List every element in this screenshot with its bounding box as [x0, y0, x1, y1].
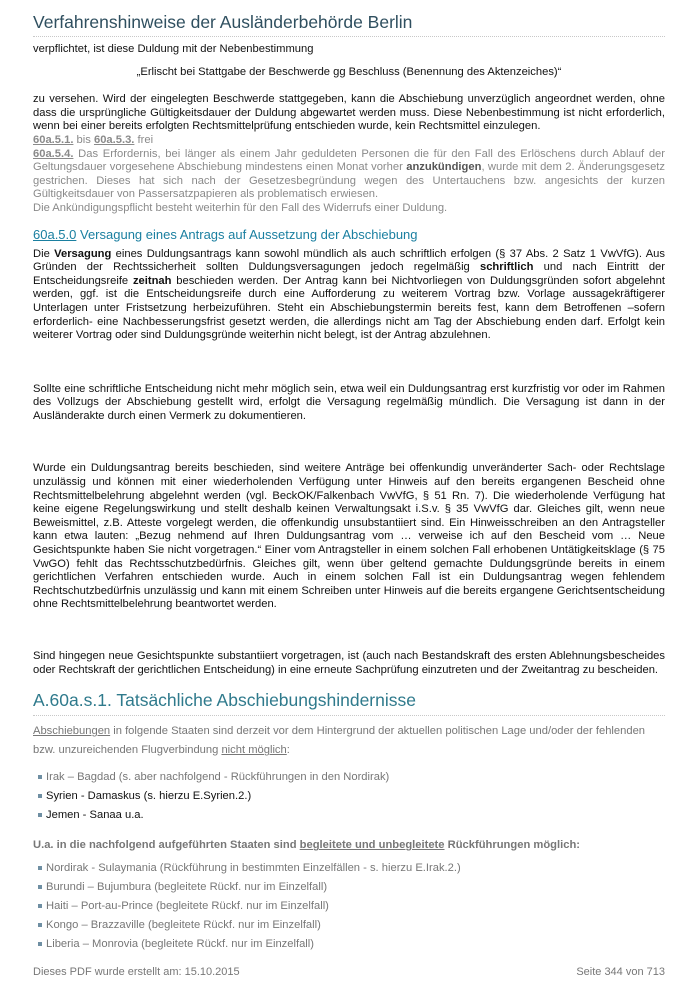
list-item-text: Irak – Bagdad (s. aber nachfolgend - Rückführungen in den Nordirak): [46, 771, 390, 784]
text-part: und nach Eintritt der Entscheidungsreife: [33, 261, 666, 287]
list-item: [33, 916, 665, 935]
quote-nebenbestimmung: „Erlischt bei Stattgabe der Beschwerde gg Beschluss (Benennung des Aktenzeiches)“: [136, 65, 562, 78]
square-bullet-icon: [38, 904, 42, 908]
list-item-text: Burundi – Bujumbura (begleitete Rückf. nur im Einzelfall): [46, 881, 328, 894]
text-part: Das Erfordernis, bei länger als einem Jahr geduldeten Personen die für den Fall des Erlöschens durch Ablauf der Geltungsdauer vorgesehene Abschiebung mindestens einen Monat vorher: [33, 147, 665, 174]
paragraph-versagung: [33, 248, 665, 343]
text-part: U.a. in die nachfolgend aufgeführten Staaten sind: [33, 839, 300, 852]
link-nicht-moeglich[interactable]: nicht möglich: [221, 744, 287, 757]
list-item-text: Jemen - Sanaa u.a.: [46, 809, 144, 822]
text-part: , wurde mit dem 2. Änderungsgesetz gestrichen. Dieses hat sich nach der Gesetzesbegründung wegen des Untertauchens bzw. angesichts der kurzen Gültigkeitsdauer von Passersatzpapieren als problematisch erwiesen.: [33, 161, 666, 201]
list-item: [33, 878, 665, 897]
text-part: eines Duldungsantrags kann sowohl mündlich als auch schriftlich erfolgen (§ 37 Abs. 2 Satz 1 VwVfG). Aus Gründen der Rechtssicherheit sollten Duldungsversagungen jedoch regelmäßig: [33, 247, 665, 274]
square-bullet-icon: [38, 775, 42, 779]
square-bullet-icon: [38, 923, 42, 927]
header-title: Verfahrenshinweise der Ausländerbehörde Berlin: [33, 12, 413, 32]
paragraph-widerruf: Die Ankündigungspflicht besteht weiterhin für den Fall des Widerrufs einer Duldung.: [33, 201, 448, 214]
text-part: Die: [33, 247, 55, 260]
paragraph-refs: [33, 134, 665, 148]
square-bullet-icon: [38, 813, 42, 817]
paragraph-abschiebungen: [33, 722, 665, 760]
section-heading-60a50: [33, 227, 665, 242]
list-item-text: Liberia – Monrovia (begleitete Rückf. nur im Einzelfall): [46, 938, 314, 951]
footer-page-number: Seite 344 von 713: [576, 966, 665, 978]
text-part: beschieden werden. Der Antrag kann bei Nichtvorliegen von Duldungsgründen sofort abgelehnt werden, ggf. ist die Entscheidungsreife durch eine Aufforderung zu weiterem Vortrag bzw. Vorlage aussagekräftigerer Unterlagen unter Fristsetzung herbeizuführen. Steht ein Abschiebungstermin bereits fest, kann dem Betroffenen –sofern erforderlich- eine Nachbesserungsfrist gesetzt werden, die allerdings nicht am Tag der Abschiebung enden darf. Erfolgt kein weiterer Vortrag oder sind Duldungsgründe weiterhin nicht belegt, ist der Antrag abzulehnen.: [33, 274, 665, 342]
text-part: :: [286, 744, 290, 757]
section-heading-a60as1: A.60a.s.1. Tatsächliche Abschiebungshindernisse: [33, 690, 665, 716]
list-item: [33, 806, 665, 825]
square-bullet-icon: [38, 885, 42, 889]
footer-created: Dieses PDF wurde erstellt am: 15.10.2015: [33, 966, 240, 978]
page-footer: [33, 966, 665, 978]
list-item: [33, 787, 665, 806]
paragraph-wiederholend: Wurde ein Duldungsantrag bereits beschieden, sind weitere Anträge bei offenkundig unveränderter Sach- oder Rechtslage unzulässig und können mit einer wiederholenden Verfügung unter Hinweis auf den bereits ergangenen Bescheid ohne Rechtsmittelbelehrung abgelehnt werden (vgl. BeckOK/Falkenbach VwVfG, § 51 Rn. 7). Die wiederholende Verfügung hat keine eigene Regelungswirkung und stellt deshalb keinen Verwaltungsakt i.S.v. § 35 VwVfG dar. Gleiches gilt, wenn neue Beweismittel, z.B. Atteste vorgelegt werden, die offenkundig unsubstantiiert sind. Ein Hinweisschreiben an den Antragsteller kann etwa lauten: „Bezug nehmend auf Ihren Duldungsantrag vom … verweise ich auf den Bescheid vom … Neue Gesichtspunkte haben Sie nicht vorgetragen.“ Einer vom Antragsteller in einem solchen Fall erhobenen Untätigkeitsklage (§ 75 VwGO) fehlt das Rechtsschutzbedürfnis. Gleiches gilt, wenn über geltend gemachte Duldungsgründe bereits in einem gerichtlichen Verfahren entschieden wurde. Auch in einem solchen Fall ist ein Duldungsantrag wegen fehlendem Rechtschutzbedürfnis unzulässig und kann mit einem Schreiben unter Hinweis auf die bereits ergangene Gerichtsentscheidung ohne Rechtsmittelbelehrung beantwortet werden.: [33, 462, 665, 611]
list-item-text: Kongo – Brazzaville (begleitete Rückf. nur im Einzelfall): [46, 919, 321, 932]
ref-frei: frei: [134, 133, 154, 146]
paragraph-beschwerde: zu versehen. Wird der eingelegten Beschwerde stattgegeben, kann die Abschiebung unverzüglich angeordnet werden, ohne dass die ursprüngliche Gültigkeitsdauer der Duldung abgewartet werden muss. Diese Nebenbestimmung ist nicht erforderlich, wenn bei einer bereits erfolgten Rechtsmittelprüfung entschieden wurde, kein Rechtsmittel einzulegen.: [33, 93, 665, 133]
link-abschiebungen[interactable]: Abschiebungen: [33, 725, 111, 738]
list-item-text: Nordirak - Sulaymania (Rückführung in bestimmten Einzelfällen - s. hierzu E.Irak.2.): [46, 862, 461, 875]
square-bullet-icon: [38, 866, 42, 870]
text-bold: zeitnah: [132, 274, 172, 287]
list-possible: [33, 859, 665, 954]
text-part: in folgende Staaten sind derzeit vor dem Hintergrund der aktuellen politischen Lage und/oder der fehlenden bzw. unzureichenden Flugverbindung: [33, 725, 646, 757]
paragraph-intro: verpflichtet, ist diese Duldung mit der Nebenbestimmung: [33, 43, 314, 55]
ref-link-60a51[interactable]: 60a.5.1.: [33, 133, 74, 146]
paragraph-sachpruefung: Sind hingegen neue Gesichtspunkte substantiiert vorgetragen, ist (auch nach Bestandskraft des ersten Ablehnungsbescheides oder Rechtskraft der gerichtlichen Entscheidung) in eine erneute Sachprüfung einzutreten und der Zweitantrag zu bescheiden.: [33, 650, 665, 676]
link-begleitete[interactable]: begleitete und unbegleitete: [299, 839, 445, 852]
text-bold: schriftlich: [479, 261, 534, 274]
list-item: [33, 935, 665, 954]
list-item: [33, 859, 665, 878]
square-bullet-icon: [38, 794, 42, 798]
list-not-possible: [33, 768, 665, 825]
document-page: [33, 0, 665, 954]
ref-link-60a50[interactable]: 60a.5.0: [33, 226, 77, 242]
paragraph-rueckfuehrungen: [33, 839, 665, 851]
list-item: [33, 897, 665, 916]
text-bold: anzukündigen: [406, 161, 482, 174]
ref-link-60a53[interactable]: 60a.5.3.: [93, 133, 135, 146]
page-header: [33, 12, 665, 37]
text-bold: Versagung: [54, 247, 112, 260]
text-part: Rückführungen möglich:: [444, 839, 581, 852]
ref-bis: bis: [73, 133, 94, 146]
paragraph-ankuendigung: [33, 148, 665, 202]
list-item-text: Haiti – Port-au-Prince (begleitete Rückf. nur im Einzelfall): [46, 900, 329, 913]
heading-text: Versagung eines Antrags auf Aussetzung der Abschiebung: [76, 226, 418, 242]
square-bullet-icon: [38, 942, 42, 946]
ref-link-60a54[interactable]: 60a.5.4.: [33, 147, 74, 160]
list-item: [33, 768, 665, 787]
list-item-text: Syrien - Damaskus (s. hierzu E.Syrien.2.): [46, 790, 252, 803]
paragraph-muendlich: Sollte eine schriftliche Entscheidung nicht mehr möglich sein, etwa weil ein Duldungsantrag erst kurzfristig vor oder im Rahmen des Vollzugs der Abschiebung gestellt wird, erfolgt die Versagung regelmäßig mündlich. Die Versagung ist dann in der Ausländerakte durch einen Vermerk zu dokumentieren.: [33, 382, 665, 422]
